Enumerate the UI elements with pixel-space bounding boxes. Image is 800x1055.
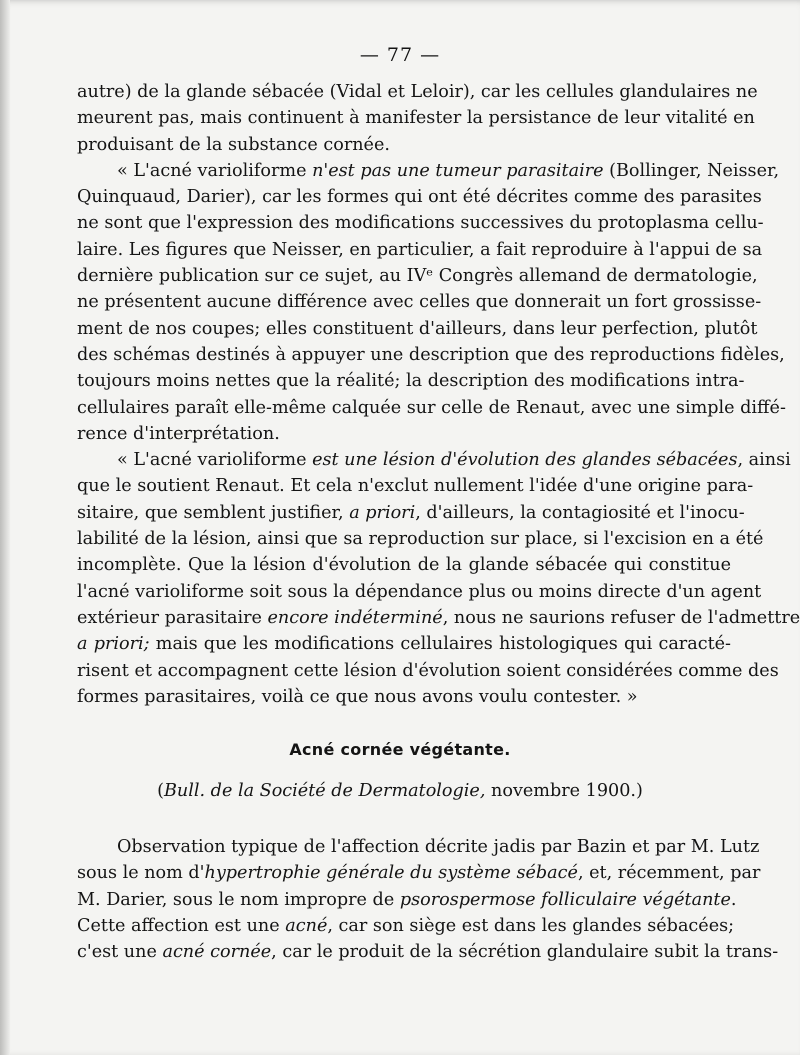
body-text-section-1: [77, 79, 800, 710]
journal-name: Bull. de la Société de Dermatologie,: [163, 781, 486, 801]
citation: (Bull. de la Société de Dermatologie, novembre 1900.): [157, 781, 643, 801]
text-line: « L'acné varioliforme est une lésion d'évolution des glandes sébacées, ainsi: [117, 450, 791, 471]
text-line: ne sont que l'expression des modifications successives du protoplasma cellu-: [77, 213, 764, 234]
page-binding-shadow: [0, 0, 10, 1055]
text-line: que le soutient Renaut. Et cela n'exclut nullement l'idée d'une origine para-: [77, 476, 754, 497]
text-line: ne présentent aucune différence avec celles que donnerait un fort grossisse-: [77, 292, 762, 313]
text-line: l'acné varioliforme soit sous la dépendance plus ou moins directe d'un agent: [77, 581, 762, 602]
text-line: ment de nos coupes; elles constituent d'ailleurs, dans leur perfection, plutôt: [77, 318, 758, 339]
section-heading: Acné cornée végétante.: [289, 740, 511, 759]
text-line: meurent pas, mais continuent à manifester la persistance de leur vitalité en: [77, 108, 755, 129]
text-line: Observation typique de l'affection décrite jadis par Bazin et par M. Lutz: [117, 837, 760, 857]
text-line: sitaire, que semblent justifier, a priori, d'ailleurs, la contagiosité et l'inocu-: [77, 502, 745, 523]
body-text-section-2: [77, 834, 779, 965]
text-line: produisant de la substance cornée.: [77, 134, 390, 155]
text-line: risent et accompagnent cette lésion d'évolution soient considérées comme des: [77, 660, 779, 681]
text-line: « L'acné varioliforme n'est pas une tumeur parasitaire (Bollinger, Neisser,: [117, 160, 780, 181]
text-line: incomplète. Que la lésion d'évolution de la glande sébacée qui constitue: [77, 555, 731, 576]
text-line: M. Darier, sous le nom impropre de psorospermose folliculaire végétante.: [77, 889, 737, 910]
text-line: laire. Les figures que Neisser, en particulier, a fait reproduire à l'appui de sa: [77, 239, 763, 260]
text-line: sous le nom d'hypertrophie générale du système sébacé, et, récemment, par: [77, 863, 761, 884]
text-line: autre) de la glande sébacée (Vidal et Leloir), car les cellules glandulaires ne: [77, 82, 758, 102]
text-line: Cette affection est une acné, car son siège est dans les glandes sébacées;: [77, 915, 735, 936]
text-line: Quinquaud, Darier), car les formes qui ont été décrites comme des parasites: [77, 187, 762, 208]
text-line: dernière publication sur ce sujet, au IVᵉ Congrès allemand de dermatologie,: [77, 266, 758, 287]
text-line: labilité de la lésion, ainsi que sa reproduction sur place, si l'excision en a été: [77, 529, 764, 550]
text-line: des schémas destinés à appuyer une description que des reproductions fidèles,: [77, 344, 785, 365]
text-line: a priori; mais que les modifications cellulaires histologiques qui caracté-: [77, 634, 731, 655]
text-line: formes parasitaires, voilà ce que nous avons voulu contester. »: [77, 686, 638, 707]
page-number: — 77 —: [359, 44, 441, 66]
text-line: c'est une acné cornée, car le produit de la sécrétion glandulaire subit la trans-: [77, 942, 779, 963]
text-line: toujours moins nettes que la réalité; la description des modifications intra-: [77, 371, 745, 392]
text-line: rence d'interprétation.: [77, 423, 280, 444]
text-line: extérieur parasitaire encore indéterminé, nous ne saurions refuser de l'admettre: [77, 607, 800, 628]
text-line: cellulaires paraît elle-même calquée sur celle de Renaut, avec une simple diffé-: [77, 397, 786, 418]
